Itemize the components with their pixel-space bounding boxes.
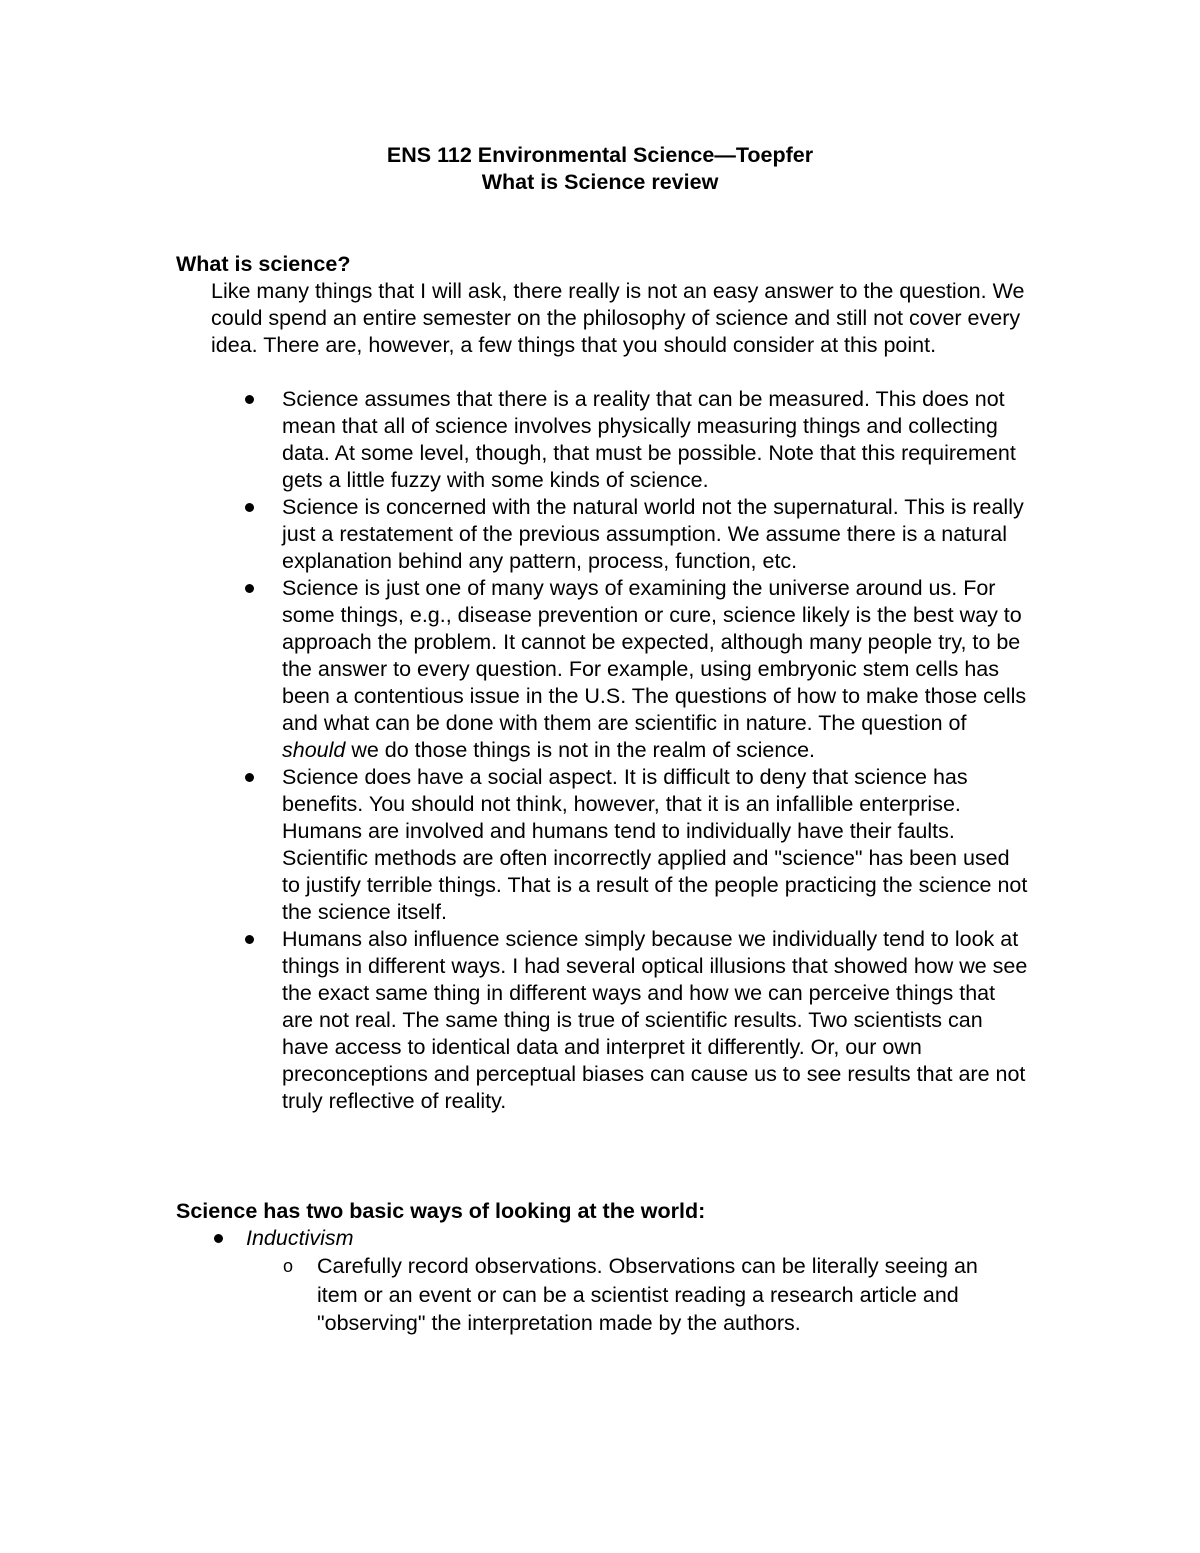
- bullet-icon: [245, 935, 254, 944]
- list-item-text-before: Science is just one of many ways of examining the universe around us. For some things, e.g., disease prevention or cure, science likely is the best way to approach the problem. It cannot be expected, although many people try, to be the answer to every question. For example, using embryonic stem cells has been a contentious issue in the U.S. The questions of how to make those cells and what can be done with them are scientific in nature. The question of: [282, 576, 1027, 735]
- list-item: [282, 575, 1032, 764]
- method-item-inductivism: [246, 1225, 1046, 1338]
- sub-list-item-text: Carefully record observations. Observations can be literally seeing an item or an event or can be a scientist reading a research article and "observing" the interpretation made by the authors.: [317, 1254, 978, 1335]
- list-item: [282, 494, 1032, 575]
- document-title: ENS 112 Environmental Science—Toepfer: [386, 143, 814, 167]
- emphasis-should: should: [282, 738, 346, 762]
- section-heading-two-ways: Science has two basic ways of looking at the world:: [176, 1199, 706, 1223]
- list-item: [282, 764, 1032, 926]
- intro-paragraph: Like many things that I will ask, there really is not an easy answer to the question. We could spend an entire semester on the philosophy of science and still not cover every idea. There are, however, a few things that you should consider at this point.: [211, 279, 1025, 357]
- list-item: [282, 386, 1032, 494]
- bullet-icon: [245, 773, 254, 782]
- bullet-icon: [245, 584, 254, 593]
- list-item-text-after: we do those things is not in the realm of science.: [345, 738, 816, 762]
- method-name: Inductivism: [246, 1226, 354, 1250]
- section-heading-what-is-science: What is science?: [176, 252, 351, 276]
- document-header: [0, 142, 1200, 196]
- hollow-bullet-icon: o: [283, 1256, 294, 1276]
- bullet-icon: [214, 1234, 223, 1243]
- list-item: [282, 926, 1032, 1115]
- sub-list-item: [283, 1252, 1017, 1338]
- bullet-icon: [245, 395, 254, 404]
- methods-list: [246, 1225, 1046, 1338]
- bullet-icon: [245, 503, 254, 512]
- document-subtitle: What is Science review: [481, 170, 719, 194]
- list-item-text: Science is concerned with the natural world not the supernatural. This is really just a restatement of the previous assumption. We assume there is a natural explanation behind any pattern, process, function, etc.: [282, 495, 1024, 573]
- science-assumptions-list: [282, 386, 1032, 1115]
- list-item-text: Humans also influence science simply because we individually tend to look at things in different ways. I had several optical illusions that showed how we see the exact same thing in different ways and how we can perceive things that are not real. The same thing is true of scientific results. Two scientists can have access to identical data and interpret it differently. Or, our own preconceptions and perceptual biases can cause us to see results that are not truly reflective of reality.: [282, 927, 1028, 1113]
- method-sub-list: [246, 1252, 1017, 1338]
- list-item-text: Science assumes that there is a reality that can be measured. This does not mean that all of science involves physically measuring things and collecting data. At some level, though, that must be possible. Note that this requirement gets a little fuzzy with some kinds of science.: [282, 387, 1016, 492]
- list-item-text: Science does have a social aspect. It is difficult to deny that science has benefits. You should not think, however, that it is an infallible enterprise. Humans are involved and humans tend to individually have their faults. Scientific methods are often incorrectly applied and "science" has been used to justify terrible things. That is a result of the people practicing the science not the science itself.: [282, 765, 1028, 924]
